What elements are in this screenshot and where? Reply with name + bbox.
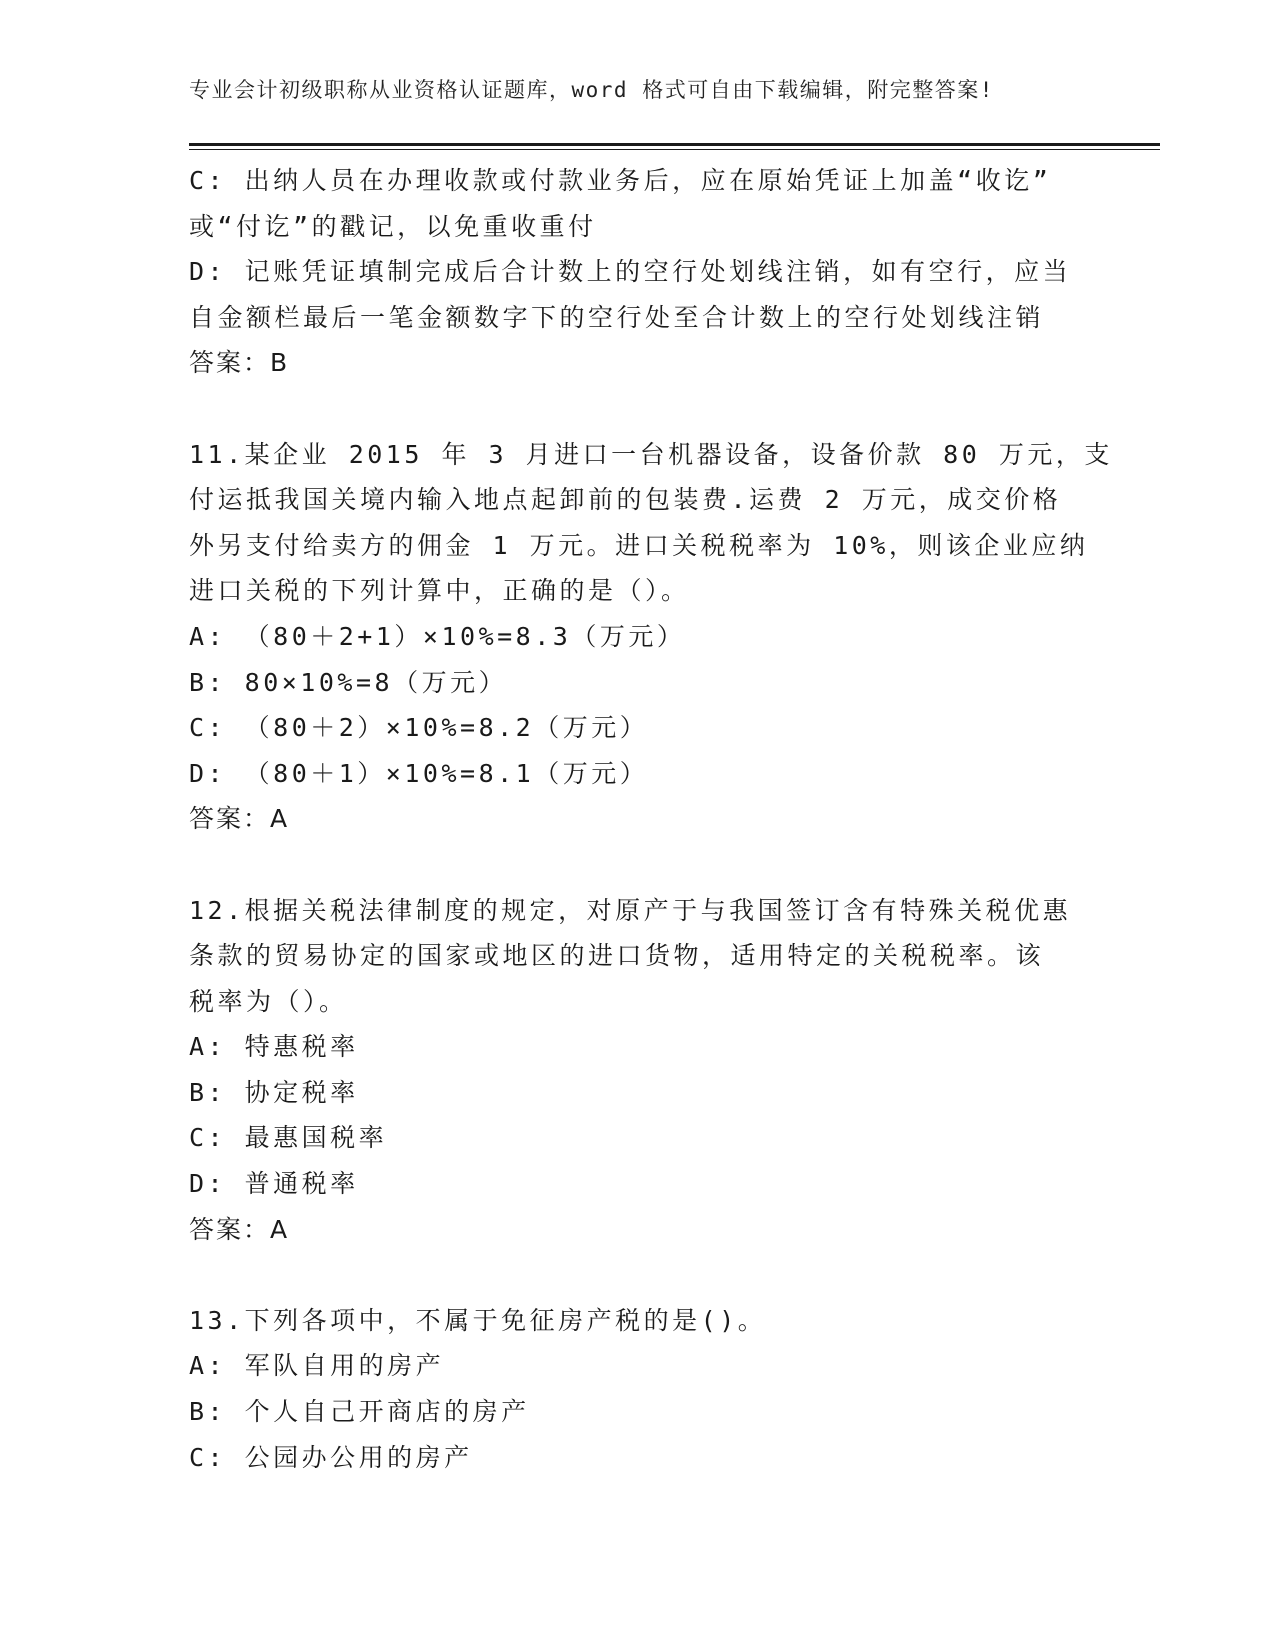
question-10-tail xyxy=(189,158,1089,386)
question-stem-line-3: 外另支付给卖方的佣金 1 万元。进口关税税率为 10%，则该企业应纳 xyxy=(189,530,1089,560)
option-c: C: （80＋2）×10%=8.2（万元） xyxy=(189,713,649,743)
document-body xyxy=(189,158,1113,1480)
question-stem-line-2: 付运抵我国关境内输入地点起卸前的包装费.运费 2 万元，成交价格 xyxy=(189,485,1062,515)
answer: 答案：A xyxy=(189,804,290,834)
option-c: C: 公园办公用的房产 xyxy=(189,1442,473,1472)
question-stem-line-4: 进口关税的下列计算中，正确的是（）。 xyxy=(189,576,690,606)
question-stem-line-2: 条款的贸易协定的国家或地区的进口货物，适用特定的关税税率。该 xyxy=(189,941,1045,971)
page-header: 专业会计初级职称从业资格认证题库，word 格式可自由下载编辑，附完整答案! xyxy=(189,78,994,102)
option-c-line-2: 或“付讫”的戳记，以免重收重付 xyxy=(189,211,597,241)
answer: 答案：A xyxy=(189,1214,290,1244)
question-stem-line-1: 12.根据关税法律制度的规定，对原产于与我国签订含有特殊关税优惠 xyxy=(189,895,1072,925)
question-12 xyxy=(189,888,1089,1253)
option-c: C: 最惠国税率 xyxy=(189,1123,388,1153)
question-11 xyxy=(189,432,1113,842)
question-stem-line-1: 11.某企业 2015 年 3 月进口一台机器设备，设备价款 80 万元，支 xyxy=(189,439,1113,469)
spacer xyxy=(189,386,1089,432)
option-d: D: 普通税率 xyxy=(189,1169,359,1199)
option-a: A: （80＋2+1）×10%=8.3（万元） xyxy=(189,621,686,651)
spacer xyxy=(189,1252,1089,1298)
answer: 答案：B xyxy=(189,348,290,378)
option-d-line-1: D: 记账凭证填制完成后合计数上的空行处划线注销，如有空行，应当 xyxy=(189,257,1072,287)
question-13 xyxy=(189,1298,1089,1480)
option-b: B: 协定税率 xyxy=(189,1077,359,1107)
header-rule-thick xyxy=(189,143,1160,146)
option-a: A: 特惠税率 xyxy=(189,1032,359,1062)
header-rule-thin xyxy=(189,149,1160,150)
question-stem-line-3: 税率为（）。 xyxy=(189,986,348,1016)
option-a: A: 军队自用的房产 xyxy=(189,1351,445,1381)
option-b: B: 个人自己开商店的房产 xyxy=(189,1397,530,1427)
spacer xyxy=(189,842,1089,888)
option-d: D: （80＋1）×10%=8.1（万元） xyxy=(189,758,649,788)
question-stem-line-1: 13.下列各项中，不属于免征房产税的是()。 xyxy=(189,1305,767,1335)
option-c-line-1: C: 出纳人员在办理收款或付款业务后，应在原始凭证上加盖“收讫” xyxy=(189,166,1052,195)
option-b: B: 80×10%=8（万元） xyxy=(189,667,508,697)
option-d-line-2: 自金额栏最后一笔金额数字下的空行处至合计数上的空行处划线注销 xyxy=(189,302,1045,332)
